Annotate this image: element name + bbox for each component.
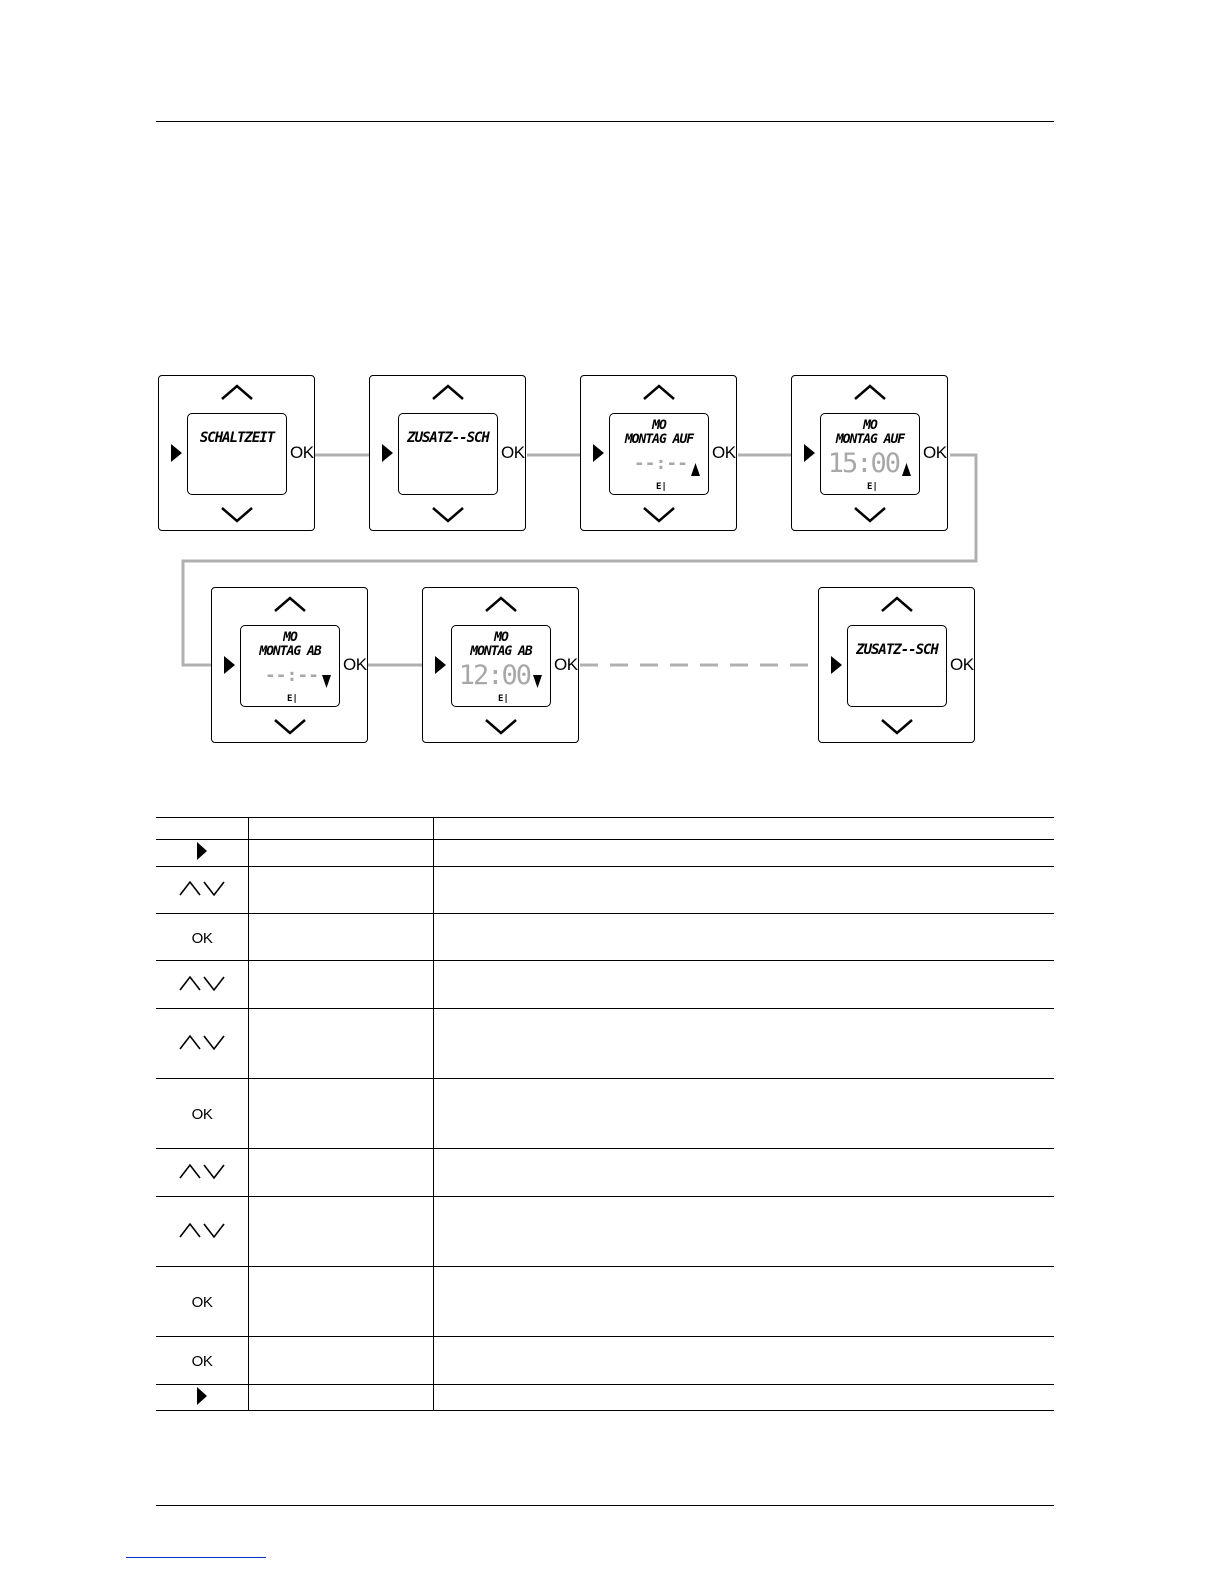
lcd-day-abbrev: MO: [863, 418, 877, 433]
table-cell-description: [434, 961, 1055, 1009]
chevron-up-icon[interactable]: [272, 594, 308, 614]
table-cell-key: [156, 1009, 249, 1079]
table-cell-action: [249, 1267, 434, 1337]
up-down-icon: [178, 1166, 226, 1185]
table-cell-description: [434, 818, 1055, 840]
triangle-right-icon[interactable]: [170, 443, 183, 463]
lcd-label: SCHALTZEIT: [199, 430, 275, 446]
table-cell-action: [249, 961, 434, 1009]
chevron-up-icon[interactable]: [430, 382, 466, 402]
lcd-channel-indicator: E|: [656, 482, 667, 492]
table-cell-description: [434, 1149, 1055, 1197]
table-row: [156, 961, 1054, 1009]
lcd-day-abbrev: MO: [283, 630, 297, 645]
device-panel-1: [158, 375, 315, 531]
table-cell-action: [249, 914, 434, 961]
footer-link-underline: [126, 1557, 266, 1558]
lcd-label: ZUSATZ--SCH: [407, 430, 489, 446]
chevron-down-icon[interactable]: [879, 717, 915, 737]
table-cell-key: [156, 818, 249, 840]
ok-button[interactable]: OK: [343, 655, 367, 674]
device-panel-4: [791, 375, 948, 531]
table-row: [156, 840, 1054, 867]
up-down-icon: [178, 1225, 226, 1244]
lcd-display: [847, 625, 947, 707]
table-header-row: [156, 818, 1054, 840]
triangle-right-icon: [196, 846, 208, 865]
lcd-channel-indicator: E|: [498, 694, 509, 704]
table-cell-key: [156, 867, 249, 914]
triangle-right-icon[interactable]: [592, 443, 605, 463]
chevron-down-icon[interactable]: [219, 505, 255, 525]
table-cell-action: [249, 840, 434, 867]
lcd-day-abbrev: MO: [652, 418, 666, 433]
lcd-display: [398, 413, 498, 495]
ok-button[interactable]: OK: [554, 655, 578, 674]
bottom-rule: [156, 1505, 1054, 1506]
table-cell-description: [434, 1267, 1055, 1337]
lcd-time: 15:00: [827, 448, 899, 479]
device-panel-3: [580, 375, 737, 531]
table-cell-action: [249, 1197, 434, 1267]
ok-button[interactable]: OK: [290, 443, 314, 462]
arrow-down-icon: [322, 673, 331, 686]
table-cell-description: [434, 840, 1055, 867]
table-cell-key: [156, 840, 249, 867]
triangle-right-icon[interactable]: [381, 443, 394, 463]
ok-button[interactable]: OK: [501, 443, 525, 462]
table-cell-description: [434, 1079, 1055, 1149]
table-row: [156, 1149, 1054, 1197]
table-cell-action: [249, 1009, 434, 1079]
device-panel-2: [369, 375, 526, 531]
chevron-down-icon[interactable]: [272, 717, 308, 737]
lcd-day-abbrev: MO: [494, 630, 508, 645]
lcd-channel-indicator: E|: [287, 694, 298, 704]
table-cell-action: [249, 818, 434, 840]
table-cell-action: [249, 1079, 434, 1149]
table-cell-key: [156, 1149, 249, 1197]
chevron-up-icon[interactable]: [483, 594, 519, 614]
device-panel-7: [818, 587, 975, 743]
arrow-up-icon: [902, 461, 911, 474]
lcd-display: [609, 413, 709, 495]
table-cell-description: [434, 1009, 1055, 1079]
device-panel-6: [422, 587, 579, 743]
lcd-channel-indicator: E|: [867, 482, 878, 492]
table-cell-action: [249, 1337, 434, 1385]
table-cell-description: [434, 1385, 1055, 1411]
ok-icon: OK: [191, 1106, 213, 1123]
lcd-display: [451, 625, 551, 707]
ok-button[interactable]: OK: [712, 443, 736, 462]
chevron-down-icon[interactable]: [641, 505, 677, 525]
table-cell-action: [249, 1385, 434, 1411]
table-row: [156, 914, 1054, 961]
lcd-display: [187, 413, 287, 495]
arrow-up-icon: [691, 461, 700, 474]
table-cell-key: [156, 1385, 249, 1411]
ok-icon: OK: [191, 929, 213, 947]
lcd-time: --:--: [633, 453, 688, 474]
lcd-time: --:--: [264, 665, 319, 686]
table-row: [156, 1079, 1054, 1149]
chevron-up-icon[interactable]: [852, 382, 888, 402]
chevron-up-icon[interactable]: [641, 382, 677, 402]
table-cell-description: [434, 1337, 1055, 1385]
table-cell-key: [156, 961, 249, 1009]
up-down-icon: [178, 883, 226, 902]
table-row: [156, 1267, 1054, 1337]
device-panel-5: [211, 587, 368, 743]
table-row: [156, 867, 1054, 914]
triangle-right-icon[interactable]: [223, 655, 236, 675]
ok-button[interactable]: OK: [950, 655, 974, 674]
table-row: [156, 1337, 1054, 1385]
table-cell-key: [156, 1267, 249, 1337]
lcd-label: MONTAG AUF: [624, 432, 694, 447]
lcd-display: [820, 413, 920, 495]
ok-icon: OK: [191, 1353, 213, 1370]
ok-button[interactable]: OK: [923, 443, 947, 462]
table-cell-key: [156, 1197, 249, 1267]
triangle-right-icon: [196, 1391, 208, 1410]
lcd-label: ZUSATZ--SCH: [856, 642, 938, 658]
table-row: [156, 1385, 1054, 1411]
table-cell-key: [156, 1337, 249, 1385]
triangle-right-icon[interactable]: [830, 655, 843, 675]
up-down-icon: [178, 978, 226, 997]
lcd-label: MONTAG AB: [470, 644, 532, 659]
table-cell-key: [156, 1079, 249, 1149]
steps-table: [156, 817, 1054, 1411]
table-cell-description: [434, 867, 1055, 914]
chevron-up-icon[interactable]: [879, 594, 915, 614]
lcd-display: [240, 625, 340, 707]
chevron-down-icon[interactable]: [852, 505, 888, 525]
table-row: [156, 1197, 1054, 1267]
table-cell-action: [249, 867, 434, 914]
lcd-label: MONTAG AUF: [835, 432, 905, 447]
table-cell-key: [156, 914, 249, 961]
chevron-down-icon[interactable]: [483, 717, 519, 737]
triangle-right-icon[interactable]: [434, 655, 447, 675]
up-down-icon: [178, 1037, 226, 1056]
arrow-down-icon: [533, 673, 542, 686]
table-cell-description: [434, 914, 1055, 961]
lcd-time: 12:00: [458, 660, 530, 691]
chevron-down-icon[interactable]: [430, 505, 466, 525]
triangle-right-icon[interactable]: [803, 443, 816, 463]
table-row: [156, 1009, 1054, 1079]
ok-icon: OK: [191, 1294, 213, 1311]
table-cell-action: [249, 1149, 434, 1197]
lcd-label: MONTAG AB: [259, 644, 321, 659]
chevron-up-icon[interactable]: [219, 382, 255, 402]
table-cell-description: [434, 1197, 1055, 1267]
